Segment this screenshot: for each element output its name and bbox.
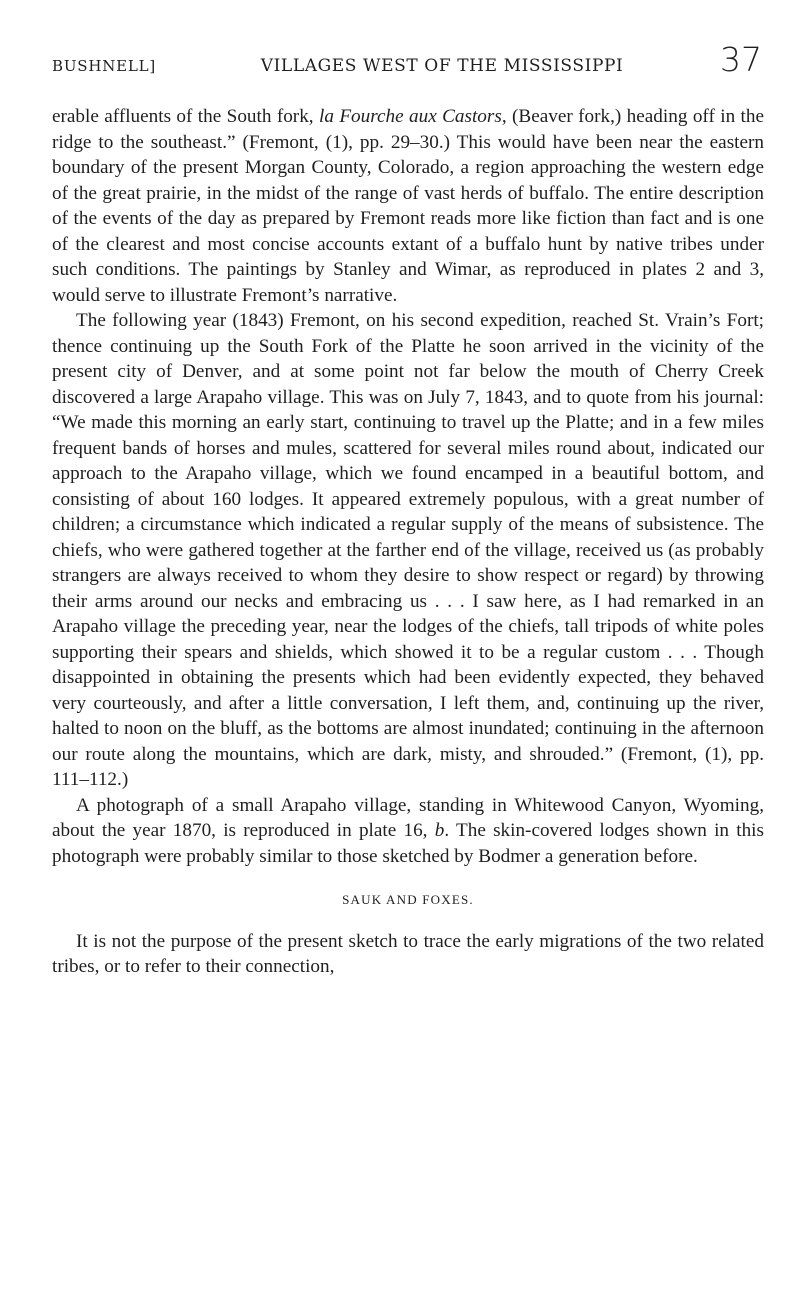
body-text bbox=[52, 104, 764, 980]
running-head-title: VILLAGES WEST OF THE MISSISSIPPI bbox=[260, 56, 624, 76]
paragraph-text: erable affluents of the South fork, bbox=[52, 106, 319, 127]
section-heading: SAUK AND FOXES. bbox=[342, 892, 474, 907]
paragraph-continued bbox=[52, 104, 764, 308]
running-head-author: BUSHNELL] bbox=[52, 57, 157, 75]
italic-phrase: la Fourche aux Castors bbox=[319, 106, 502, 127]
paragraph-fremont-journal: The following year (1843) Fremont, on his second expedition, reached St. Vrain’s Fort; thence continuing up the South Fork of the Platte he soon arrived in the vicinity of the present city of Denver, and at some point not far below the mouth of Cherry Creek discovered a large Arapaho village. This was on July 7, 1843, and to quote from his journal: “We made this morning an early start, continuing to travel up the Platte; and in a few miles frequent bands of horses and mules, scattered for several miles round about, indicated our approach to the Arapaho village, which we found encamped in a beautiful bottom, and consisting of about 160 lodges. It appeared extremely populous, with a great number of children; a circumstance which indicated a regular supply of the means of subsistence. The chiefs, who were gathered together at the farther end of the village, received us (as probably strangers are always received to whom they desire to show respect or regard) by throwing their arms around our necks and embracing us . . . I saw here, as I had remarked in an Arapaho village the preceding year, near the lodges of the chiefs, tall tripods of white poles supporting their spears and shields, which showed it to be a regular custom . . . Though disappointed in obtaining the presents which had been evidently expected, they behaved very courteously, and after a little conversation, I left them, and, continuing up the river, halted to noon on the bluff, as the bottoms are almost inundated; continuing in the afternoon our route along the mountains, which are dark, misty, and shrouded.” (Fremont, (1), pp. 111–112.) bbox=[52, 310, 764, 790]
paragraph-text: , (Beaver fork,) heading off in the ridge to the southeast.” (Fremont, (1), pp. 29–30.) This would have been near the eastern boundary of the present Morgan County, Colorado, a region approaching the western edge of the great prairie, in the midst of the range of vast herds of buffalo. The entire description of the events of the day as prepared by Fremont reads more like fiction than fact and is one of the clearest and most concise accounts extant of a buffalo hunt by native tribes under such conditions. The paintings by Stanley and Wimar, as reproduced in plates 2 and 3, would serve to illustrate Fremont’s narrative. bbox=[52, 106, 764, 306]
paragraph-text: . The skin-covered lodges shown in this photograph were probably similar to those sketched by Bodmer a generation before. bbox=[52, 820, 764, 867]
paragraph-photograph bbox=[52, 793, 764, 870]
italic-letter: b bbox=[434, 820, 445, 841]
running-head bbox=[52, 40, 762, 80]
paragraph-text: A photograph of a small Arapaho village, standing in Whitewood Canyon, Wyoming, about the year 1870, is reproduced in plate 16, bbox=[52, 794, 764, 841]
paragraph-sauk-foxes: It is not the purpose of the present sketch to trace the early migrations of the two related tribes, or to refer to their connection, bbox=[52, 930, 764, 977]
page-number: 37 bbox=[720, 40, 762, 79]
